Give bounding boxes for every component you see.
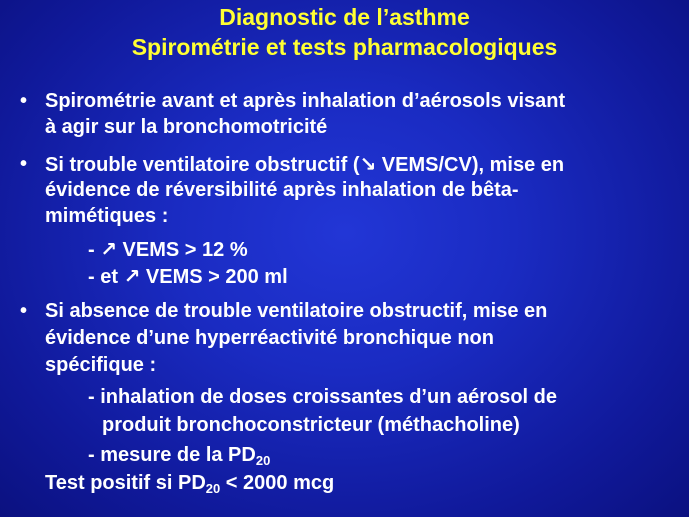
arrow-up-right-icon: ↗ [100,237,117,261]
bullet-2-sub-item-1 [88,236,248,263]
bullet-marker-2: • [20,153,28,175]
bullet-marker-3: • [20,300,28,322]
bullet-2-line-3: mimétiques : [45,205,169,227]
bullet-3-sub-line-1: - inhalation de doses croissantes d’un aérosol de [88,386,558,408]
bullet-1-line-1: Spirométrie avant et après inhalation d’aérosols visant [45,90,566,112]
sub-item-2-prefix: - et [88,266,124,288]
slide-title-line-2: Spirométrie et tests pharmacologiques [131,34,558,60]
bullet-3-line-1: Si absence de trouble ventilatoire obstructif, mise en [45,300,548,322]
conclusion-text-a: Test positif si PD [45,472,206,494]
bullet-3-line-2: évidence d’une hyperréactivité bronchique non [45,327,494,349]
arrow-down-right-icon: ↘ [359,152,377,176]
sub-item-1-text: VEMS > 12 % [116,239,248,261]
slide-title-line-1: Diagnostic de l’asthme [219,4,470,30]
pd-item-text: - mesure de la PD [88,444,256,466]
bullet-1-line-2: à agir sur la bronchomotricité [45,116,328,138]
arrow-up-right-icon: ↗ [123,264,141,288]
conclusion-text-b: < 2000 mcg [220,472,335,494]
bullet-2-sub-item-2 [88,263,288,290]
bullet-marker-1: • [20,90,28,112]
bullet-2-line-1 [45,151,564,178]
bullet-2-line-1-text-a: Si trouble ventilatoire obstructif ( [45,154,360,176]
bullet-2-line-2: évidence de réversibilité après inhalation de bêta- [45,179,519,201]
sub-item-1-prefix: - [88,239,101,261]
bullet-3-line-3: spécifique : [45,354,157,376]
sub-item-2-text: VEMS > 200 ml [140,266,288,288]
conclusion-subscript: 20 [205,481,221,496]
pd-item-subscript: 20 [255,453,271,468]
bullet-3-sub-line-2: produit bronchoconstricteur (méthacholine) [102,414,520,436]
bullet-2-line-1-text-b: VEMS/CV), mise en [376,154,565,176]
conclusion-line [45,470,334,496]
bullet-3-pd-item [88,442,270,468]
